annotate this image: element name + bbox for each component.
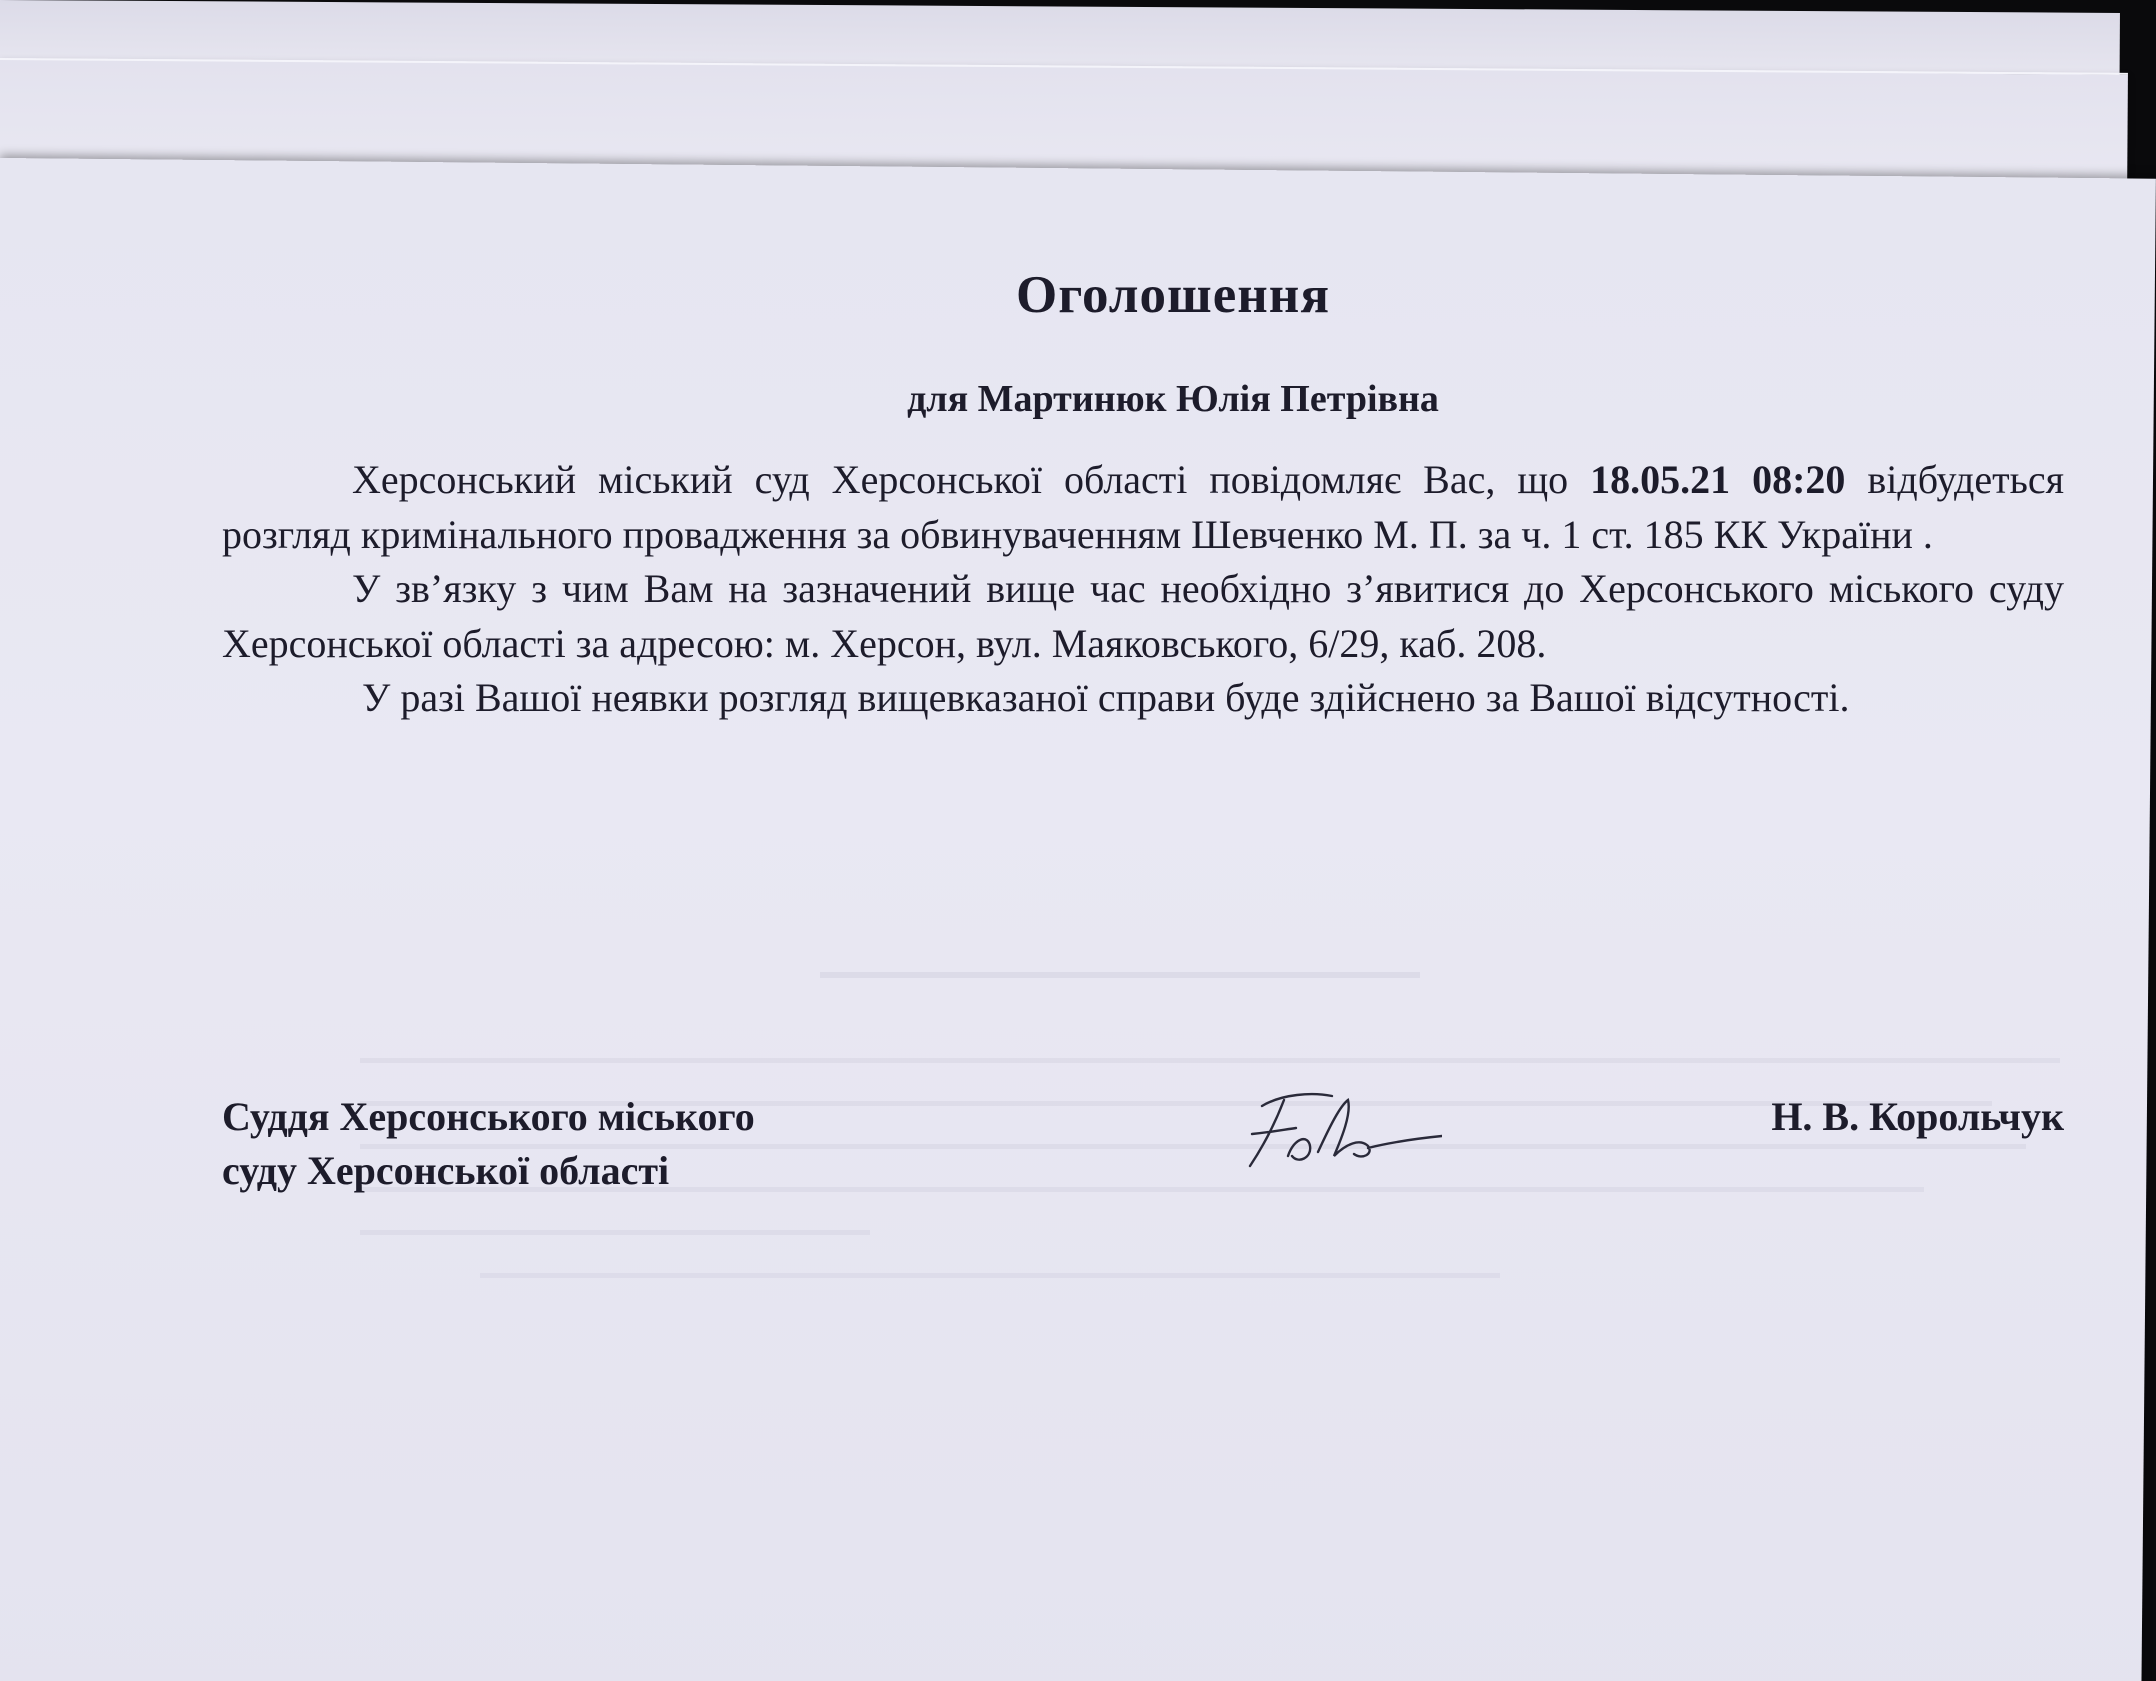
p1-lead-text: Херсонський міський суд Херсонської області повідомляє Вас, що [352, 457, 1591, 502]
notice-title: Оголошення [1015, 266, 1331, 324]
handwritten-signature [1222, 1086, 1442, 1176]
notice-body [222, 453, 2064, 726]
notice-paragraph-3: У разі Вашої неявки розгляд вищевказаної справи буде здійснено за Вашої відсутності. [362, 675, 1850, 720]
notice-paragraph-2: У зв’язку з чим Вам на зазначений вище час необхідно з’явитися до Херсонського міського суду Херсонської області за адресою: м. Херсон, вул. Маяковського, 6/29, каб. 208. [222, 566, 2064, 666]
notice-paragraph-1 [222, 453, 2064, 562]
notice-content [222, 265, 2064, 726]
hearing-datetime: 18.05.21 08:20 [1590, 457, 1846, 502]
judge-position-line-2: суду Херсонської області [222, 1148, 670, 1193]
notice-addressee: для Мартинюк Юлія Петрівна [907, 378, 1439, 420]
judge-position [222, 1090, 755, 1198]
signature-block [222, 1090, 2064, 1230]
judge-position-line-1: Суддя Херсонського міського [222, 1094, 755, 1139]
judge-name: Н. В. Корольчук [1771, 1094, 2064, 1139]
p1-rest-text: відбудеться розгляд кримінального провадження за обвинуваченням Шевченко М. П. за ч. 1 ст. 185 КК України . [222, 457, 2065, 557]
show-through-text [820, 960, 1420, 990]
